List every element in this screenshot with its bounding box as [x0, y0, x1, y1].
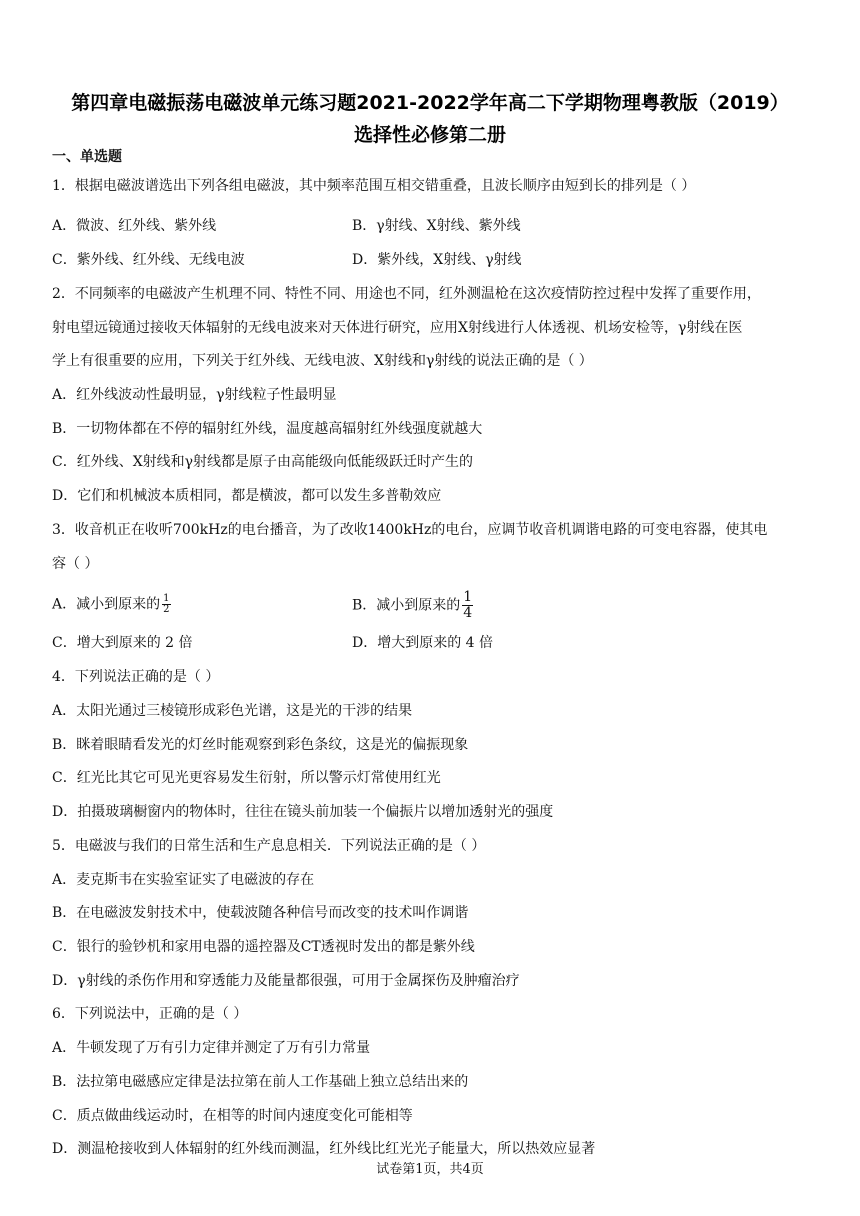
question-2-option-a: A．红外线波动性最明显，γ射线粒子性最明显	[52, 387, 337, 403]
question-4-option-a: A．太阳光通过三棱镜形成彩色光谱，这是光的干涉的结果	[52, 703, 413, 719]
question-5-option-b: B．在电磁波发射技术中，使载波随各种信号而改变的技术叫作调谐	[52, 905, 469, 921]
question-1-option-c: C．紫外线、红外线、无线电波	[52, 252, 245, 268]
question-5-option-c: C．银行的验钞机和家用电器的遥控器及CT透视时发出的都是紫外线	[52, 939, 475, 955]
question-6-option-d: D．测温枪接收到人体辐射的红外线而测温，红外线比红光光子能量大，所以热效应显著	[52, 1141, 596, 1157]
question-5-stem: 5．电磁波与我们的日常生活和生产息息相关．下列说法正确的是（ ）	[52, 838, 486, 854]
question-6-option-c: C．质点做曲线运动时，在相等的时间内速度变化可能相等	[52, 1108, 413, 1124]
question-3-stem-line2: 容（ ）	[52, 556, 99, 572]
question-5-option-a: A．麦克斯韦在实验室证实了电磁波的存在	[52, 872, 315, 888]
question-3-option-a	[52, 594, 171, 615]
fraction-denominator: 4	[463, 605, 473, 621]
question-4-option-d: D．拍摄玻璃橱窗内的物体时，往往在镜头前加装一个偏振片以增加透射光的强度	[52, 804, 554, 820]
question-5-option-d: D．γ射线的杀伤作用和穿透能力及能量都很强，可用于金属探伤及肿瘤治疗	[52, 973, 520, 989]
question-1-option-d: D．紫外线，X射线、γ射线	[352, 252, 522, 268]
question-3-option-a-text: A．减小到原来的	[52, 596, 161, 613]
fraction-numerator: 1	[163, 593, 170, 604]
question-4-stem: 4．下列说法正确的是（ ）	[52, 669, 220, 685]
exam-title-line1: 第四章电磁振荡电磁波单元练习题2021-2022学年高二下学期物理粤教版（2019）	[71, 92, 789, 114]
question-4-option-b: B．眯着眼睛看发光的灯丝时能观察到彩色条纹，这是光的偏振现象	[52, 737, 469, 753]
fraction-one-half	[162, 594, 170, 615]
question-6-option-a: A．牛顿发现了万有引力定律并测定了万有引力常量	[52, 1040, 371, 1056]
question-4-option-c: C．红光比其它可见光更容易发生衍射，所以警示灯常使用红光	[52, 770, 441, 786]
question-2-option-c: C．红外线、X射线和γ射线都是原子由高能级向低能级跃迁时产生的	[52, 454, 474, 470]
question-3-option-d: D．增大到原来的 4 倍	[352, 635, 494, 651]
question-3-option-b	[352, 590, 473, 621]
page-footer: 试卷第1页，共4页	[376, 1162, 484, 1177]
question-2-stem-line1: 2．不同频率的电磁波产生机理不同、特性不同、用途也不同，红外测温枪在这次疫情防控过程中发挥了重要作用，	[52, 286, 761, 302]
section-heading: 一、单选题	[52, 149, 122, 165]
question-2-option-b: B．一切物体都在不停的辐射红外线，温度越高辐射红外线强度就越大	[52, 421, 483, 437]
fraction-numerator: 1	[463, 589, 473, 605]
question-3-option-b-text: B．减小到原来的	[352, 597, 461, 614]
question-1-option-b: B．γ射线、X射线、紫外线	[352, 218, 521, 234]
question-3-option-c: C．增大到原来的 2 倍	[52, 635, 193, 651]
question-2-stem-line2: 射电望远镜通过接收天体辐射的无线电波来对天体进行研究，应用X射线进行人体透视、机场安检等，γ射线在医	[52, 320, 743, 336]
question-6-option-b: B．法拉第电磁感应定律是法拉第在前人工作基础上独立总结出来的	[52, 1074, 469, 1090]
fraction-one-quarter	[462, 590, 473, 621]
question-1-stem: 1．根据电磁波谱选出下列各组电磁波，其中频率范围互相交错重叠，且波长顺序由短到长的排列是（ ）	[52, 178, 696, 194]
question-2-option-d: D．它们和机械波本质相同，都是横波，都可以发生多普勒效应	[52, 488, 442, 504]
question-1-option-a: A．微波、红外线、紫外线	[52, 218, 217, 234]
fraction-denominator: 2	[163, 604, 170, 615]
question-6-stem: 6．下列说法中，正确的是（ ）	[52, 1006, 248, 1022]
exam-title-line2: 选择性必修第二册	[353, 124, 506, 146]
question-3-stem-line1: 3．收音机正在收听700kHz的电台播音，为了改收1400kHz的电台，应调节收音机调谐电路的可变电容器，使其电	[52, 522, 768, 538]
question-2-stem-line3: 学上有很重要的应用，下列关于红外线、无线电波、X射线和γ射线的说法正确的是（ ）	[52, 353, 593, 369]
